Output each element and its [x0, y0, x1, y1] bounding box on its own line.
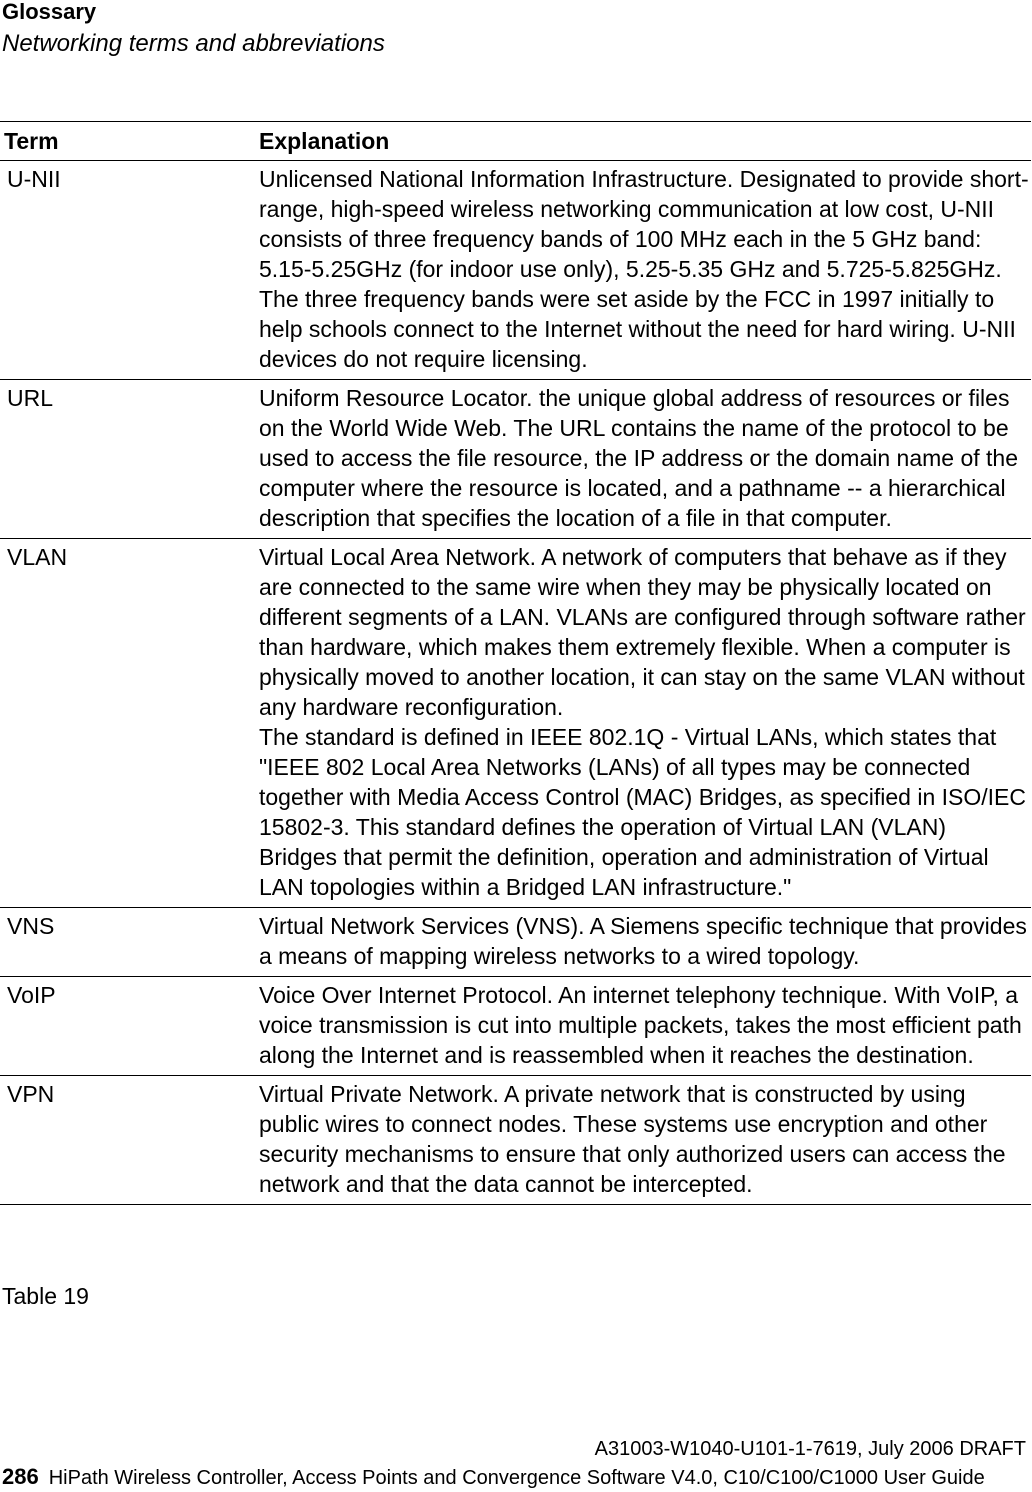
table-row — [0, 161, 1031, 380]
term-cell: U-NII — [7, 166, 61, 192]
term-cell: VLAN — [7, 544, 68, 570]
explanation-text: Virtual Local Area Network. A network of computers that behave as if they are connected to the same wire when they may be physically located on different segments of a LAN. VLANs are configured through software rather than hardware, which makes them extremely flexible. When a computer is physically moved to another location, it can stay on the same VLAN without any hardware reconfiguration. — [259, 544, 1026, 720]
explanation-text: Uniform Resource Locator. the unique global address of resources or files on the World Wide Web. The URL contains the name of the protocol to be used to access the file resource, the IP address or the domain name of the computer where the resource is located, and a pathname -- a hierarchical description that specifies the location of a file in that computer. — [259, 385, 1019, 531]
term-cell: URL — [7, 385, 54, 411]
explanation-text: Voice Over Internet Protocol. An internet telephony technique. With VoIP, a voice transmission is cut into multiple packets, takes the most efficient path along the Internet and is reassembled when it reaches the destination. — [259, 982, 1022, 1068]
product-line: HiPath Wireless Controller, Access Points and Convergence Software V4.0, C10/C100/C1000 User Guide — [48, 1467, 985, 1489]
term-cell: VPN — [7, 1081, 55, 1107]
document-code: A31003-W1040-U101-1-7619, July 2006 DRAFT — [594, 1438, 1026, 1460]
explanation-text: Unlicensed National Information Infrastructure. Designated to provide short-range, high-speed wireless networking communication at low cost, U-NII consists of three frequency bands of 100 MHz each in the 5 GHz band: 5.15-5.25GHz (for indoor use only), 5.25-5.35 GHz and 5.725-5.825GHz. The three frequency bands were set aside by the FCC in 1997 initially to help schools connect to the Internet without the need for hard wiring. U-NII devices do not require licensing. — [259, 166, 1029, 372]
explanation-cell — [259, 380, 1031, 538]
table-row — [0, 908, 1031, 977]
page-subtitle: Networking terms and abbreviations — [2, 30, 385, 57]
explanation-cell — [259, 977, 1031, 1075]
explanation-text: Virtual Private Network. A private network that is constructed by using public wires to connect nodes. These systems use encryption and other security mechanisms to ensure that only authorized users can access the network and that the data cannot be intercepted. — [259, 1081, 1006, 1197]
column-header-term: Term — [4, 128, 59, 154]
page-footer — [2, 1465, 1030, 1490]
table-caption: Table 19 — [2, 1283, 89, 1309]
explanation-text: The standard is defined in IEEE 802.1Q - Virtual LANs, which states that "IEEE 802 Local Area Networks (LANs) of all types may be connected together with Media Access Control (MAC) Bridges, as specified in ISO/IEC 15802-3. This standard defines the operation of Virtual LAN (VLAN) Bridges that permit the definition, operation and administration of Virtual LAN topologies within a Bridged LAN infrastructure." — [259, 724, 1026, 900]
term-cell: VoIP — [7, 982, 56, 1008]
explanation-text: Virtual Network Services (VNS). A Siemens specific technique that provides a means of mapping wireless networks to a wired topology. — [259, 913, 1027, 969]
table-row — [0, 539, 1031, 908]
table-row — [0, 1076, 1031, 1205]
explanation-cell — [259, 539, 1031, 907]
glossary-table — [0, 121, 1031, 1205]
explanation-cell — [259, 908, 1031, 976]
column-header-explanation: Explanation — [259, 128, 390, 154]
table-row — [0, 977, 1031, 1076]
explanation-cell — [259, 161, 1031, 379]
table-row — [0, 380, 1031, 539]
page-title: Glossary — [2, 0, 97, 24]
page-number: 286 — [2, 1464, 39, 1489]
table-header-row — [0, 122, 1031, 161]
term-cell: VNS — [7, 913, 55, 939]
explanation-cell — [259, 1076, 1031, 1204]
